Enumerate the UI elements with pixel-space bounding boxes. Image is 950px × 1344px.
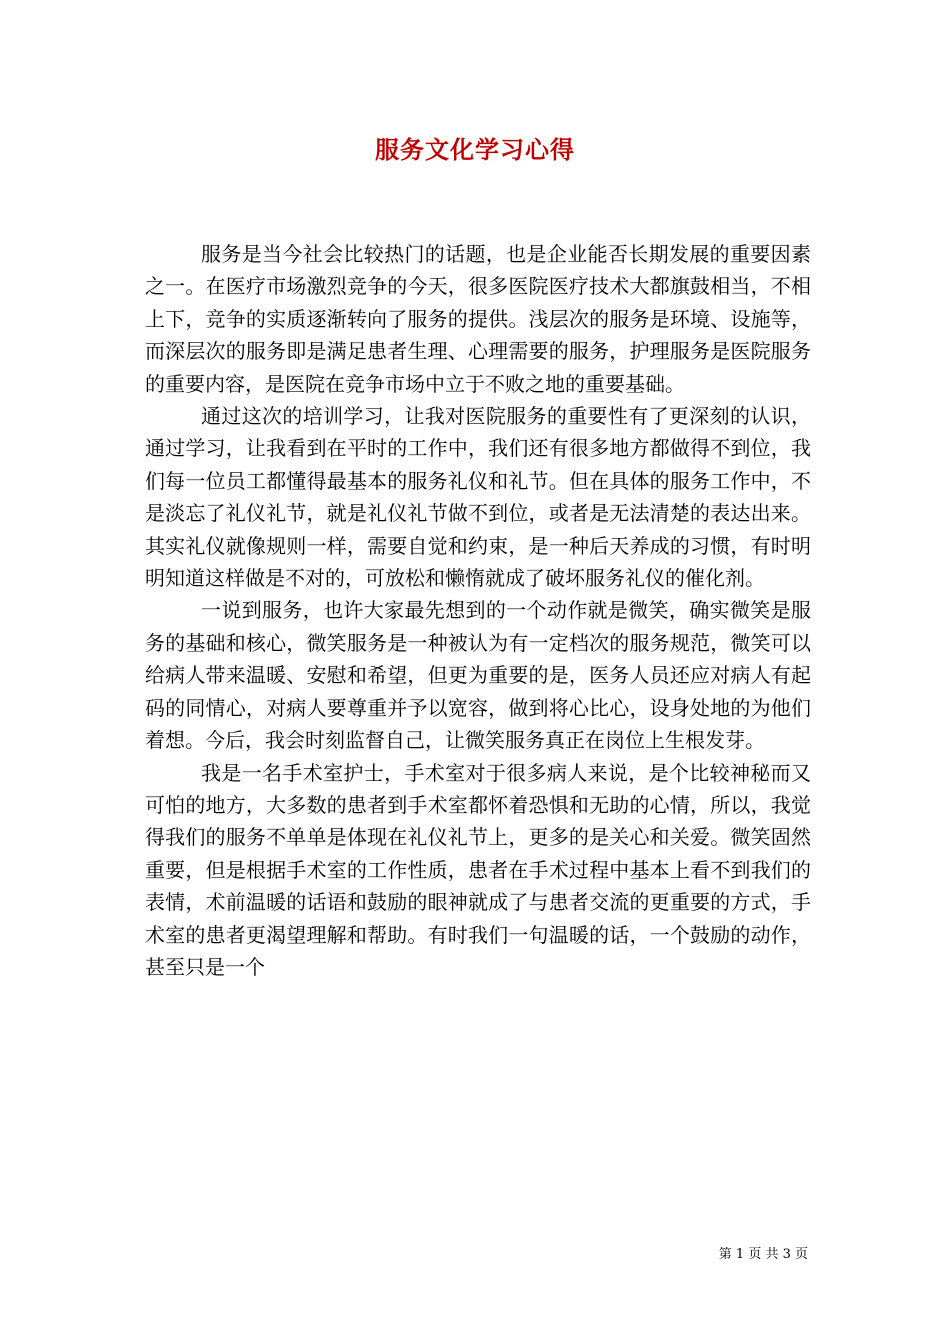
paragraph-4: 我是一名手术室护士，手术室对于很多病人来说，是个比较神秘而又可怕的地方，大多数的患者到手术室都怀着恐惧和无助的心情，所以，我觉得我们的服务不单单是体现在礼仪礼节上，更多的是关心和关爱。微笑固然重要，但是根据手术室的工作性质，患者在手术过程中基本上看不到我们的表情，术前温暖的话语和鼓励的眼神就成了与患者交流的更重要的方式，手术室的患者更渴望理解和帮助。有时我们一句温暖的话，一个鼓励的动作，甚至只是一个	[145, 760, 811, 979]
page-number-footer: 第 1 页 共 3 页	[718, 1247, 808, 1262]
paragraph-2: 通过这次的培训学习，让我对医院服务的重要性有了更深刻的认识，通过学习，让我看到在平时的工作中，我们还有很多地方都做得不到位，我们每一位员工都懂得最基本的服务礼仪和礼节。但在具体的服务工作中，不是淡忘了礼仪礼节，就是礼仪礼节做不到位，或者是无法清楚的表达出来。其实礼仪就像规则一样，需要自觉和约束，是一种后天养成的习惯，有时明明知道这样做是不对的，可放松和懒惰就成了破坏服务礼仪的催化剂。	[145, 404, 811, 591]
document-body	[145, 238, 811, 983]
document-title: 服务文化学习心得	[375, 135, 575, 164]
paragraph-1: 服务是当今社会比较热门的话题，也是企业能否长期发展的重要因素之一。在医疗市场激烈竞争的今天，很多医院医疗技术大都旗鼓相当，不相上下，竞争的实质逐渐转向了服务的提供。浅层次的服务是环境、设施等，而深层次的服务即是满足患者生理、心理需要的服务，护理服务是医院服务的重要内容，是医院在竞争市场中立于不败之地的重要基础。	[145, 242, 811, 396]
paragraph-3: 一说到服务，也许大家最先想到的一个动作就是微笑，确实微笑是服务的基础和核心，微笑服务是一种被认为有一定档次的服务规范，微笑可以给病人带来温暖、安慰和希望，但更为重要的是，医务人员还应对病人有起码的同情心，对病人要尊重并予以宽容，做到将心比心，设身处地的为他们着想。今后，我会时刻监督自己，让微笑服务真正在岗位上生根发芽。	[145, 598, 811, 753]
